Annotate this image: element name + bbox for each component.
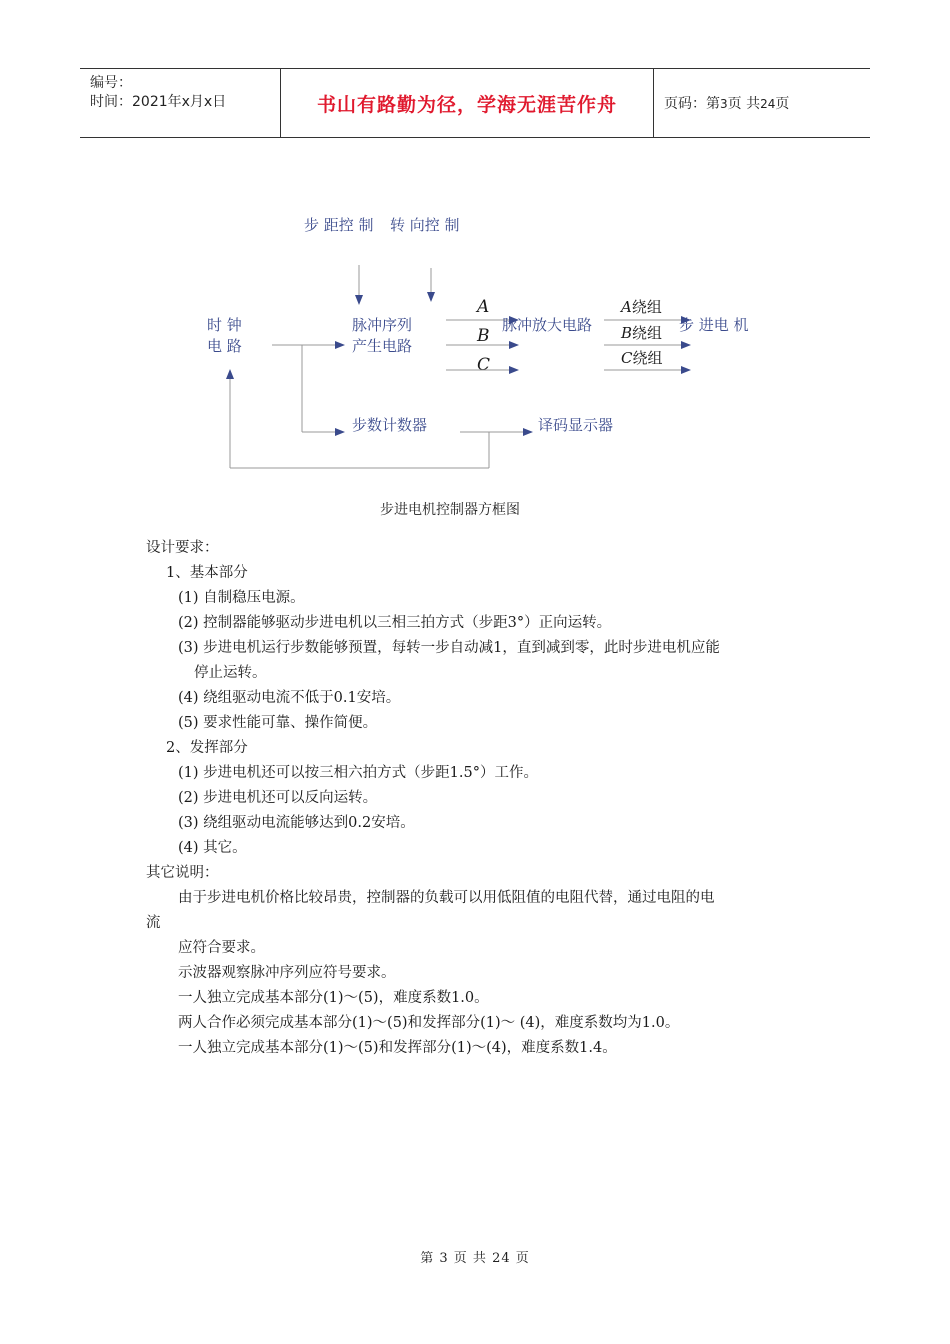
page-code-mid: 页 共 xyxy=(727,96,761,112)
doc-number-label: 编号： xyxy=(90,75,132,91)
other-note-5: 一人独立完成基本部分(1)～(5)和发挥部分(1)～(4)，难度系数1.4。 xyxy=(178,1040,617,1056)
page-code-current: 3 xyxy=(720,97,728,111)
advanced-item-1: (1) 步进电机还可以按三相六拍方式（步距1.5°）工作。 xyxy=(178,765,538,781)
advanced-item-3: (3) 绕组驱动电流能够达到0.2安培。 xyxy=(178,815,415,831)
page-footer xyxy=(0,1247,950,1266)
motor-label: 步 进电 机 xyxy=(679,316,749,334)
requirements-content xyxy=(146,536,816,1061)
basic-item-3: (3) 步进电机运行步数能够预置，每转一步自动减1，直到减到零，此时步进电机应能 xyxy=(178,640,720,656)
winding-b-label xyxy=(620,324,662,342)
basic-part-heading: 1、基本部分 xyxy=(166,565,248,581)
decoder-display-label: 译码显示器 xyxy=(538,416,614,434)
phase-c-label: C xyxy=(477,355,491,375)
other-note-1-wrap: 流 xyxy=(146,915,161,931)
other-notes-heading: 其它说明： xyxy=(146,865,219,881)
doc-date-label: 时间：2021年x月x日 xyxy=(90,94,227,110)
basic-item-4: (4) 绕组驱动电流不低于0.1安培。 xyxy=(178,690,401,706)
step-control-label: 步 距控 制 xyxy=(304,216,374,234)
footer-prefix: 第 xyxy=(420,1251,435,1266)
other-note-1: 由于步进电机价格比较昂贵，控制器的负载可以用低阻值的电阻代替，通过电阻的电 xyxy=(178,890,715,906)
advanced-item-4: (4) 其它。 xyxy=(178,840,247,856)
basic-item-2: (2) 控制器能够驱动步进电机以三相三拍方式（步距3°）正向运转。 xyxy=(178,615,612,631)
footer-suffix: 页 xyxy=(515,1251,530,1266)
winding-a-label xyxy=(619,298,662,316)
winding-b-letter: B xyxy=(621,324,633,342)
clock-label-line2: 电 路 xyxy=(207,337,242,355)
direction-control-label: 转 向控 制 xyxy=(390,216,460,234)
design-requirements-heading: 设计要求： xyxy=(146,540,219,556)
page-code-suffix: 页 xyxy=(775,96,790,112)
motto-text: 书山有路勤为径，学海无涯苦作舟 xyxy=(316,93,617,116)
diagram-caption: 步进电机控制器方框图 xyxy=(380,502,520,518)
step-counter-label: 步数计数器 xyxy=(352,416,428,434)
stepper-controller-block-diagram xyxy=(0,0,950,520)
winding-c-suffix: 绕组 xyxy=(632,349,663,367)
basic-item-1: (1) 自制稳压电源。 xyxy=(178,590,305,606)
other-note-4: 两人合作必须完成基本部分(1)～(5)和发挥部分(1)～ (4)，难度系数均为1.0。 xyxy=(178,1015,680,1031)
phase-b-label: B xyxy=(477,326,490,346)
page-code-total: 24 xyxy=(760,97,776,111)
winding-c-label xyxy=(621,349,663,367)
footer-page-current: 3 xyxy=(439,1251,449,1266)
pulse-generator-label-line2: 产生电路 xyxy=(352,337,413,355)
winding-a-letter: A xyxy=(621,298,632,316)
advanced-item-2: (2) 步进电机还可以反向运转。 xyxy=(178,790,378,806)
other-note-2: 示波器观察脉冲序列应符号要求。 xyxy=(178,965,396,981)
amplifier-label: 脉冲放大电路 xyxy=(502,316,593,334)
other-note-3: 一人独立完成基本部分(1)～(5)，难度系数1.0。 xyxy=(178,990,489,1006)
winding-c-letter: C xyxy=(621,349,633,367)
clock-label-line1: 时 钟 xyxy=(207,316,242,334)
basic-item-5: (5) 要求性能可靠、操作简便。 xyxy=(178,715,378,731)
phase-a-label: A xyxy=(477,297,490,317)
advanced-part-heading: 2、发挥部分 xyxy=(166,740,248,756)
pulse-generator-label-line1: 脉冲序列 xyxy=(352,316,413,334)
footer-page-total: 24 xyxy=(492,1251,511,1266)
winding-a-suffix: 绕组 xyxy=(631,298,662,316)
winding-b-suffix: 绕组 xyxy=(632,324,663,342)
basic-item-3-continued: 停止运转。 xyxy=(194,665,267,681)
footer-mid: 页 共 xyxy=(453,1251,487,1266)
other-note-1-continued: 应符合要求。 xyxy=(178,940,265,956)
page-code-prefix: 页码：第 xyxy=(664,96,720,112)
